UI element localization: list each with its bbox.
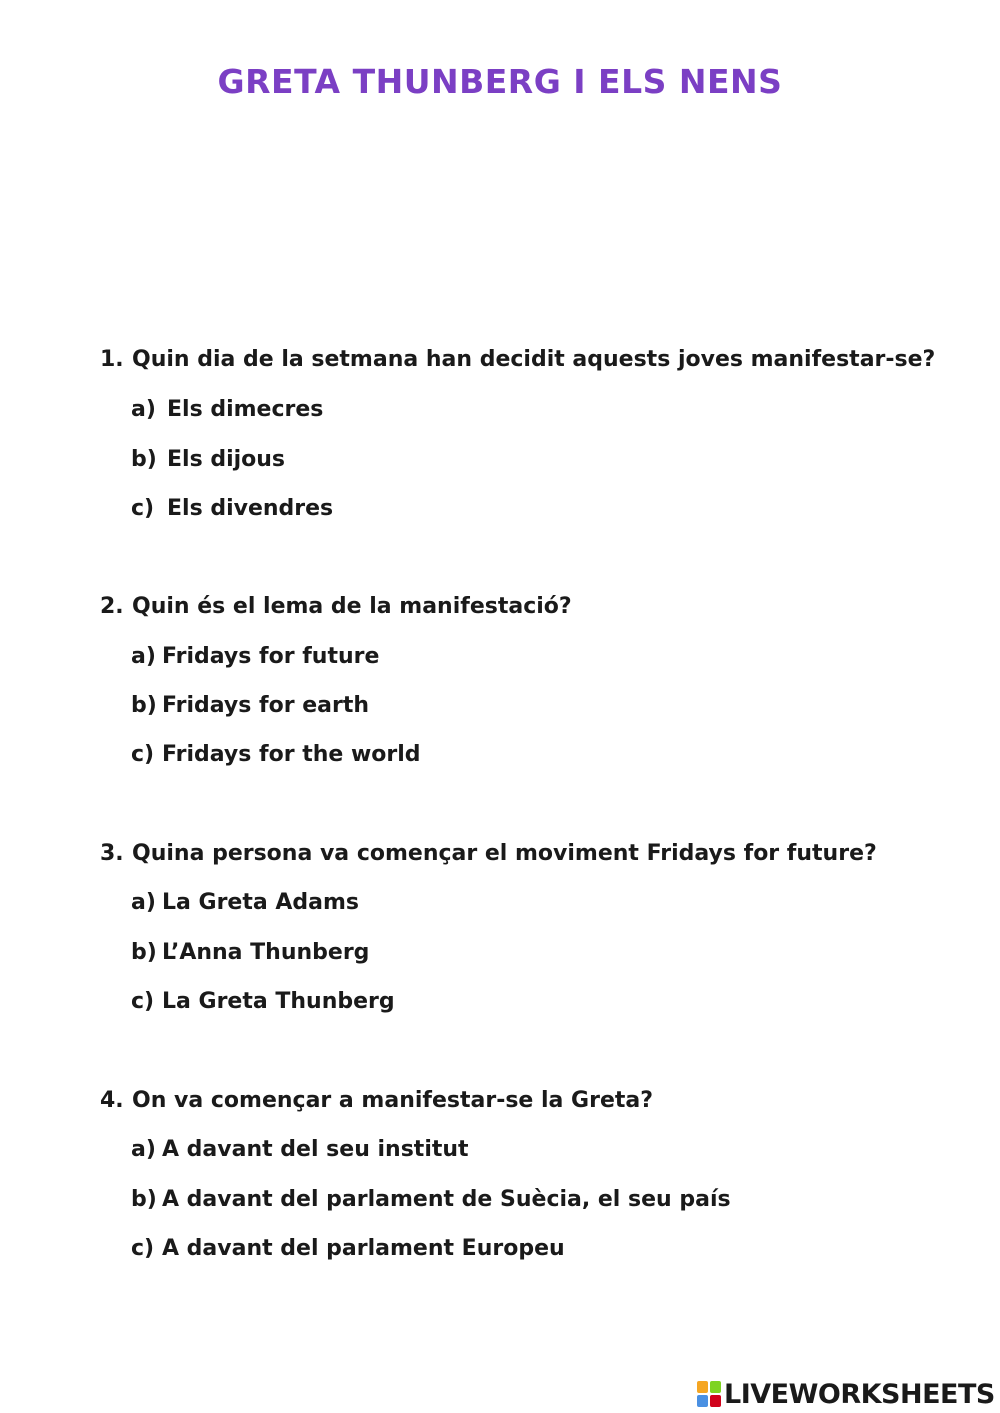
question-text: Quin és el lema de la manifestació? bbox=[132, 594, 572, 619]
worksheet-title: GRETA THUNBERG I ELS NENS bbox=[217, 62, 783, 101]
logo-square bbox=[710, 1381, 721, 1393]
option-letter: a) bbox=[131, 644, 156, 669]
logo-square bbox=[697, 1395, 708, 1407]
liveworksheets-logo-icon bbox=[697, 1381, 721, 1407]
option-letter: a) bbox=[131, 1137, 156, 1162]
option-letter: a) bbox=[131, 397, 156, 422]
brand-name: LIVEWORKSHEETS bbox=[724, 1378, 995, 1410]
option-text: A davant del seu institut bbox=[162, 1137, 469, 1162]
option-text: L’Anna Thunberg bbox=[162, 940, 370, 965]
option-letter: b) bbox=[131, 447, 157, 472]
question-2 bbox=[100, 594, 572, 619]
option-letter: c) bbox=[131, 742, 155, 767]
question-4 bbox=[100, 1088, 653, 1113]
option-letter: c) bbox=[131, 989, 155, 1014]
option-text: A davant del parlament Europeu bbox=[162, 1236, 565, 1261]
question-text: On va començar a manifestar-se la Greta? bbox=[132, 1088, 654, 1113]
answer-option-4a[interactable] bbox=[131, 1137, 469, 1162]
answer-option-4c[interactable] bbox=[131, 1236, 565, 1261]
option-text: Fridays for earth bbox=[162, 693, 370, 718]
question-number: 2. bbox=[100, 594, 124, 619]
option-text: Els dimecres bbox=[167, 397, 324, 422]
question-number: 3. bbox=[100, 841, 124, 866]
question-number: 1. bbox=[100, 347, 124, 372]
option-letter: a) bbox=[131, 890, 156, 915]
option-letter: c) bbox=[131, 1236, 155, 1261]
logo-square bbox=[697, 1381, 708, 1393]
option-text: Fridays for the world bbox=[162, 742, 421, 767]
option-text: A davant del parlament de Suècia, el seu país bbox=[162, 1187, 731, 1212]
question-text: Quina persona va començar el moviment Fridays for future? bbox=[132, 841, 877, 866]
question-1 bbox=[100, 347, 935, 372]
option-text: La Greta Adams bbox=[162, 890, 360, 915]
option-text: La Greta Thunberg bbox=[162, 989, 395, 1014]
logo-square bbox=[710, 1395, 721, 1407]
question-number: 4. bbox=[100, 1088, 124, 1113]
question-text: Quin dia de la setmana han decidit aquests joves manifestar-se? bbox=[132, 347, 936, 372]
question-3 bbox=[100, 841, 877, 866]
option-letter: b) bbox=[131, 1187, 157, 1212]
liveworksheets-logo[interactable] bbox=[697, 1377, 995, 1411]
answer-option-1c[interactable] bbox=[131, 496, 333, 521]
answer-option-3b[interactable] bbox=[131, 940, 369, 965]
option-text: Els dijous bbox=[167, 447, 286, 472]
answer-option-1a[interactable] bbox=[131, 397, 323, 422]
answer-option-4b[interactable] bbox=[131, 1187, 731, 1212]
answer-option-2a[interactable] bbox=[131, 644, 379, 669]
option-letter: b) bbox=[131, 940, 157, 965]
option-letter: b) bbox=[131, 693, 157, 718]
answer-option-3c[interactable] bbox=[131, 989, 395, 1014]
answer-option-2c[interactable] bbox=[131, 742, 421, 767]
answer-option-1b[interactable] bbox=[131, 447, 285, 472]
option-text: Els divendres bbox=[167, 496, 334, 521]
option-letter: c) bbox=[131, 496, 155, 521]
option-text: Fridays for future bbox=[162, 644, 380, 669]
answer-option-2b[interactable] bbox=[131, 693, 369, 718]
answer-option-3a[interactable] bbox=[131, 890, 359, 915]
